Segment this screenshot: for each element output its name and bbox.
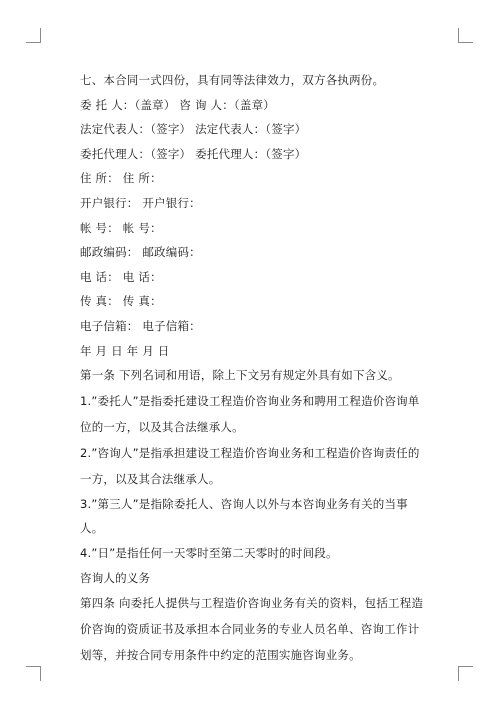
signature-client-consultant: 委 托 人：（盖章） 咨 询 人：（盖章）: [80, 97, 275, 112]
field-account: 帐 号： 帐 号：: [80, 220, 162, 235]
field-postcode: 邮政编码： 邮政编码：: [80, 245, 201, 260]
field-bank: 开户银行： 开户银行：: [80, 195, 201, 210]
document-body: [80, 68, 425, 668]
clause-copies: 七、本合同一式四份，具有同等法律效力，双方各执两份。: [80, 73, 385, 87]
crop-mark-bottom-right: [458, 666, 473, 681]
article-one: 第一条 下列名词和用语，除上下文另有规定外具有如下含义。: [80, 368, 400, 383]
definition-third-party: 3.”第三人”是指除委托人、咨询人以外与本咨询业务有关的当事人。: [80, 496, 408, 536]
article-four: 第四条 向委托人提供与工程造价咨询业务有关的资料，包括工程造价咨询的资质证书及承担本合同业务的专业人员名单、咨询工作计划等，并按合同专用条件中约定的范围实施咨询业务。: [80, 596, 424, 663]
signature-legal-representative: 法定代表人：（签字） 法定代表人：（签字）: [80, 122, 307, 137]
section-heading-consultant-obligations: 咨询人的义务: [80, 570, 151, 585]
definition-client: 1.”委托人”是指委托建设工程造价咨询业务和聘用工程造价咨询单位的一方，以及其合法继承人。: [80, 393, 420, 434]
crop-mark-top-right: [458, 28, 473, 43]
crop-mark-top-left: [26, 28, 41, 43]
field-address: 住 所： 住 所：: [80, 171, 162, 186]
field-date: 年 月 日 年 月 日: [80, 343, 170, 358]
field-email: 电子信箱： 电子信箱：: [80, 318, 201, 333]
field-phone: 电 话： 电 话：: [80, 269, 162, 284]
definition-consultant: 2.”咨询人”是指承担建设工程造价咨询业务和工程造价咨询责任的一方，以及其合法继承人。: [80, 445, 420, 486]
definition-day: 4.”日”是指任何一天零时至第二天零时的时间段。: [80, 545, 338, 560]
crop-mark-bottom-left: [26, 666, 41, 681]
signature-authorized-agent: 委托代理人：（签字） 委托代理人：（签字）: [80, 146, 307, 161]
field-fax: 传 真： 传 真：: [80, 294, 162, 309]
